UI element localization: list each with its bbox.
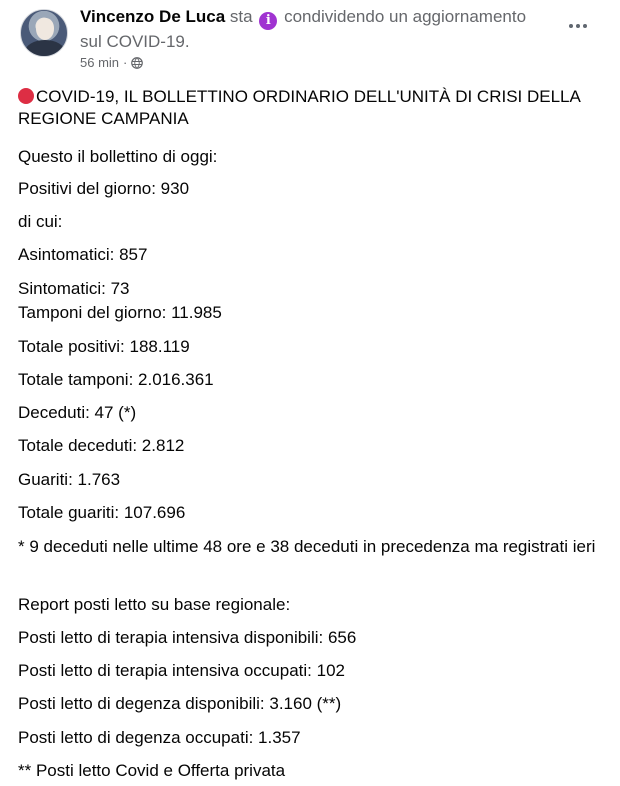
body-line: di cui: xyxy=(18,212,63,231)
post-timestamp[interactable]: 56 min xyxy=(80,55,120,70)
body-line: Asintomatici: 857 xyxy=(18,245,148,264)
body-line: Posti letto di degenza occupati: 1.357 xyxy=(18,728,301,747)
avatar-suit xyxy=(25,40,65,57)
body-line: Guariti: 1.763 xyxy=(18,470,121,489)
activity-text: condividendo un aggiornamento sul COVID-19. xyxy=(80,7,527,51)
post-meta xyxy=(80,54,143,72)
body-line: Posti letto di terapia intensiva disponibili: 656 xyxy=(18,628,357,647)
body-line: Totale deceduti: 2.812 xyxy=(18,436,185,455)
body-line: Totale positivi: 188.119 xyxy=(18,337,190,356)
info-icon: i xyxy=(259,12,277,30)
more-horizontal-icon xyxy=(569,24,573,28)
body-line: Sintomatici: 73 xyxy=(18,279,130,298)
author-avatar[interactable] xyxy=(20,9,68,57)
red-circle-icon xyxy=(18,88,34,104)
body-line: Report posti letto su base regionale: xyxy=(18,595,291,614)
more-horizontal-icon-dot xyxy=(576,24,580,28)
meta-separator: · xyxy=(123,55,128,70)
more-options-button[interactable] xyxy=(560,12,596,40)
activity-prefix: sta xyxy=(229,7,253,26)
body-line: * 9 deceduti nelle ultime 48 ore e 38 deceduti in precedenza ma registrati ieri xyxy=(18,537,596,556)
more-horizontal-icon-dot xyxy=(583,24,587,28)
author-name[interactable]: Vincenzo De Luca xyxy=(80,7,226,26)
post-headline xyxy=(18,86,608,130)
body-line: Totale tamponi: 2.016.361 xyxy=(18,370,214,389)
body-line: Posti letto di degenza disponibili: 3.160 (**) xyxy=(18,694,342,713)
body-line: Posti letto di terapia intensiva occupati: 102 xyxy=(18,661,345,680)
post-header xyxy=(0,0,620,80)
body-line: Deceduti: 47 (*) xyxy=(18,403,137,422)
body-line: Positivi del giorno: 930 xyxy=(18,179,190,198)
body-line: Questo il bollettino di oggi: xyxy=(18,147,218,166)
body-line: Totale guariti: 107.696 xyxy=(18,503,186,522)
body-line: Tamponi del giorno: 11.985 xyxy=(18,303,222,322)
avatar-face xyxy=(36,18,54,40)
post-title-line xyxy=(80,5,550,54)
headline-text: COVID-19, IL BOLLETTINO ORDINARIO DELL'UNITÀ DI CRISI DELLA REGIONE CAMPANIA xyxy=(18,87,580,128)
globe-icon[interactable] xyxy=(131,57,143,69)
body-line: ** Posti letto Covid e Offerta privata xyxy=(18,761,286,780)
